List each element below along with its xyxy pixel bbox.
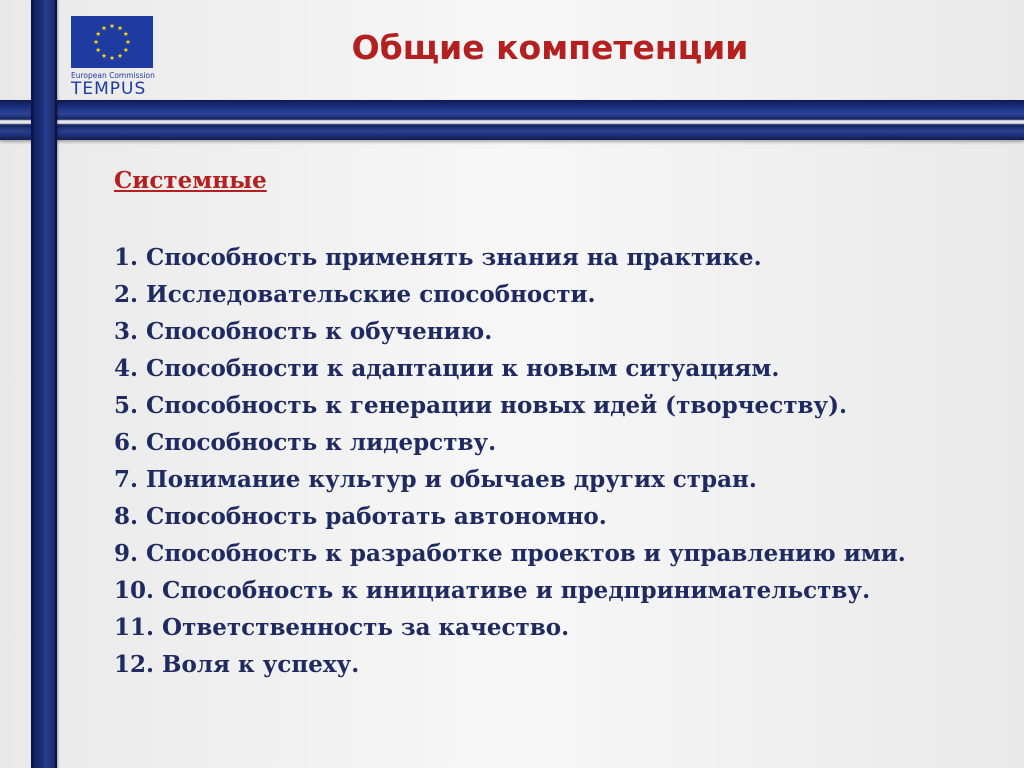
list-item bbox=[114, 428, 994, 458]
list-item-number: 10. bbox=[114, 577, 155, 604]
list-item-number: 9. bbox=[114, 540, 139, 567]
list-item bbox=[114, 280, 994, 310]
list-item-text: Способность к лидерству. bbox=[146, 429, 497, 456]
content-area bbox=[114, 166, 994, 687]
list-item-number: 7. bbox=[114, 466, 139, 493]
star-icon bbox=[126, 39, 131, 44]
star-icon bbox=[118, 26, 123, 31]
list-item-number: 2. bbox=[114, 281, 139, 308]
tempus-logo bbox=[71, 16, 153, 100]
section-title: Системные bbox=[114, 167, 267, 194]
star-icon bbox=[123, 47, 128, 52]
list-item-text: Способность применять знания на практике. bbox=[146, 244, 762, 271]
list-item-number: 4. bbox=[114, 355, 139, 382]
list-item-text: Понимание культур и обычаев других стран. bbox=[146, 466, 757, 493]
list-item-text: Способность работать автономно. bbox=[146, 503, 607, 530]
list-item-text: Исследовательские способности. bbox=[146, 281, 596, 308]
list-item-number: 11. bbox=[114, 614, 155, 641]
list-item bbox=[114, 391, 994, 421]
list-item bbox=[114, 613, 994, 643]
list-item-text: Способности к адаптации к новым ситуациям. bbox=[146, 355, 780, 382]
left-vertical-bar bbox=[31, 0, 57, 768]
star-icon bbox=[118, 53, 123, 58]
list-item-number: 3. bbox=[114, 318, 139, 345]
header-band bbox=[0, 100, 1024, 140]
star-icon bbox=[102, 26, 107, 31]
list-item-text: Способность к генерации новых идей (творчеству). bbox=[146, 392, 848, 419]
list-item-text: Ответственность за качество. bbox=[162, 614, 570, 641]
star-icon bbox=[102, 53, 107, 58]
slide-title: Общие компетенции bbox=[351, 28, 749, 67]
star-icon bbox=[96, 31, 101, 36]
list-item-number: 6. bbox=[114, 429, 139, 456]
eu-flag-icon bbox=[71, 16, 153, 68]
star-icon bbox=[110, 55, 115, 60]
list-item bbox=[114, 650, 994, 680]
star-icon bbox=[94, 39, 99, 44]
logo-name: TEMPUS bbox=[71, 79, 147, 99]
list-item-number: 1. bbox=[114, 244, 139, 271]
list-item bbox=[114, 317, 994, 347]
list-item-number: 5. bbox=[114, 392, 139, 419]
competence-list bbox=[114, 243, 994, 680]
list-item-text: Воля к успеху. bbox=[162, 651, 360, 678]
list-item bbox=[114, 465, 994, 495]
list-item-number: 12. bbox=[114, 651, 155, 678]
star-icon bbox=[123, 31, 128, 36]
list-item-text: Способность к обучению. bbox=[146, 318, 493, 345]
eu-stars-icon bbox=[71, 16, 153, 68]
star-icon bbox=[96, 47, 101, 52]
list-item-number: 8. bbox=[114, 503, 139, 530]
list-item-text: Способность к разработке проектов и управлению ими. bbox=[146, 540, 906, 567]
list-item-text: Способность к инициативе и предпринимательству. bbox=[162, 577, 871, 604]
list-item bbox=[114, 354, 994, 384]
list-item bbox=[114, 243, 994, 273]
logo-subtitle: European Commission bbox=[71, 71, 155, 80]
list-item bbox=[114, 576, 994, 606]
list-item bbox=[114, 539, 994, 569]
star-icon bbox=[110, 23, 115, 28]
list-item bbox=[114, 502, 994, 532]
